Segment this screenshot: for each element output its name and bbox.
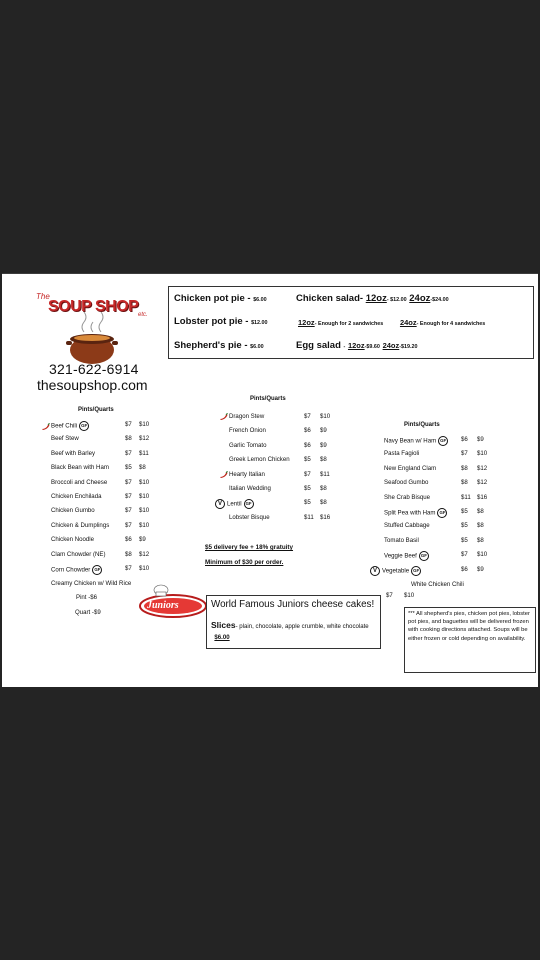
soup-name (51, 551, 106, 559)
delivery-fee-text: $5 delivery fee + 18% gratuity (205, 544, 294, 551)
soup-name (41, 421, 89, 431)
quart-price: $10 (477, 450, 488, 458)
soup-name-text: Broccoli and Cheese (51, 478, 108, 486)
chili-pepper-icon (41, 423, 50, 430)
lobster-size-24oz-desc: - Enough for 4 sandwiches (416, 321, 486, 327)
gluten-free-icon: GF (437, 508, 447, 518)
chicken-salad-price-24oz: -$24.00 (430, 297, 449, 303)
soup-name (51, 479, 107, 487)
slices-label: Slices (211, 620, 236, 630)
pint-price: $11 (461, 493, 471, 501)
slices-price: $6.00 (214, 634, 230, 641)
logo-etc-text: etc. (138, 312, 148, 318)
soup-name (370, 566, 421, 576)
chicken-salad-size-24oz: 24oz (409, 293, 431, 304)
soup-name (51, 493, 101, 501)
pint-price: $8 (461, 464, 468, 472)
phone-number[interactable]: 321-622-6914 (49, 361, 139, 377)
white-chicken-chili-name: White Chicken Chili (411, 581, 464, 588)
pint-price: $5 (304, 499, 311, 507)
lobster-size-12oz: 12oz (298, 318, 315, 327)
col2-heading: Pints/Quarts (250, 396, 286, 402)
gluten-free-icon: GF (419, 551, 429, 561)
soup-name-text: Italian Wedding (229, 485, 271, 492)
creamy-chicken-quart: Quart -$9 (75, 609, 101, 616)
quart-price: $10 (320, 413, 331, 420)
soup-name-text: Vegetable (382, 567, 410, 575)
slices-flavors: - plain, chocolate, apple crumble, white chocolate (235, 623, 369, 630)
quart-price: $11 (139, 449, 149, 457)
lobster-pot-pie-price: $12.00 (251, 320, 268, 326)
soup-name (384, 436, 448, 446)
gluten-free-icon: GF (79, 421, 89, 431)
soup-name (51, 522, 109, 530)
logo-name-text: SOUP SHOP (48, 298, 139, 315)
soup-name-text: Stuffed Cabbage (384, 522, 430, 530)
col3-heading: Pints/Quarts (404, 422, 440, 428)
pint-price: $7 (461, 551, 468, 559)
pint-price: $5 (461, 508, 468, 515)
pint-price: $7 (304, 413, 311, 420)
soup-name (384, 537, 419, 545)
soup-name (384, 551, 429, 561)
quart-price: $8 (320, 456, 327, 464)
egg-salad-dash: - (343, 344, 346, 350)
quart-price: $10 (139, 421, 150, 428)
soup-name (384, 465, 436, 473)
pint-price: $6 (461, 565, 468, 573)
pint-price: $7 (304, 470, 311, 478)
gluten-free-icon: GF (244, 499, 254, 509)
gluten-free-icon: GF (438, 436, 448, 446)
quart-price: $9 (320, 441, 327, 449)
pint-price: $6 (125, 536, 132, 544)
soup-name-text: Chicken Gumbo (51, 507, 95, 515)
quart-price: $12 (139, 550, 150, 558)
soup-name (384, 494, 430, 502)
juniors-slices (211, 620, 376, 643)
creamy-chicken-name: Creamy Chicken w/ Wild Rice (51, 580, 132, 587)
chicken-salad (296, 293, 449, 304)
gluten-free-icon: GF (411, 566, 421, 576)
menu-sheet (2, 273, 538, 687)
shepherds-pie (174, 340, 264, 351)
juniors-headline: World Famous Juniors cheese cakes! (211, 599, 375, 610)
gluten-free-icon: GF (92, 565, 102, 575)
chili-pepper-icon (219, 471, 228, 478)
quart-price: $10 (139, 507, 150, 515)
pint-price: $5 (304, 456, 311, 464)
chicken-pot-pie-name: Chicken pot pie - (174, 293, 251, 304)
soup-name-text: Beef Stew (51, 435, 79, 443)
pint-price: $7 (125, 521, 132, 529)
pint-price: $7 (125, 507, 132, 515)
soup-name-text: Dragon Stew (229, 413, 265, 421)
lobster-salad-sizes (298, 318, 485, 327)
soup-name (219, 413, 264, 421)
soup-name (51, 464, 109, 472)
soup-name-text: Lentil (227, 501, 242, 508)
quart-price: $8 (139, 464, 146, 472)
soup-name (215, 499, 254, 509)
soup-name (51, 435, 79, 443)
soup-name-text: French Onion (229, 427, 266, 435)
soup-name-text: Split Pea with Ham (384, 509, 436, 517)
soup-name-text: Black Bean with Ham (51, 464, 109, 472)
soup-name-text: Corn Chowder (51, 566, 91, 574)
egg-salad-name: Egg salad (296, 340, 341, 351)
egg-salad (296, 340, 418, 351)
soup-name-text: Greek Lemon Chicken (229, 456, 290, 464)
quart-price: $11 (320, 470, 330, 478)
chicken-salad-size-12oz: 12oz (365, 293, 387, 304)
juniors-logo-text: Juniors (147, 600, 179, 611)
soup-name-text: Lobster Bisque (229, 513, 270, 521)
pint-price: $11 (304, 513, 314, 521)
quart-price: $16 (477, 493, 488, 501)
soup-name (384, 450, 419, 458)
col1-heading: Pints/Quarts (78, 407, 114, 413)
soup-name (219, 471, 265, 479)
pint-price: $7 (125, 449, 132, 457)
soup-name-text: New England Clam (384, 464, 437, 472)
soup-name (384, 479, 428, 487)
vegetarian-icon: V (370, 566, 380, 576)
delivery-note-box: *** All shepherd's pies, chicken pot pies, lobster pot pies, and baguettes will be delivered frozen with cooking directions attached. Soups will be either frozen or cold depending on availability. (404, 607, 536, 673)
soup-name (229, 514, 270, 522)
juniors-logo (138, 584, 208, 618)
pint-price: $7 (461, 450, 468, 458)
quart-price: $8 (477, 522, 484, 530)
egg-salad-price-24oz: -$19.20 (399, 344, 418, 350)
pint-price: $6 (461, 436, 468, 443)
juniors-cheesecake-box (206, 595, 381, 649)
egg-salad-size-12oz: 12oz (347, 341, 365, 350)
soup-name-text: She Crab Bisque (384, 493, 431, 501)
soup-name (229, 427, 266, 435)
quart-price: $10 (139, 493, 150, 500)
creamy-chicken-pint: Pint -$6 (76, 594, 98, 601)
quart-price: $9 (477, 565, 484, 573)
shepherds-pie-price: $6.00 (250, 344, 264, 350)
shepherds-pie-name: Shepherd's pie - (174, 340, 248, 351)
soup-name (229, 456, 290, 464)
soup-name (51, 450, 95, 458)
quart-price: $8 (320, 485, 327, 492)
pint-price: $7 (125, 565, 132, 572)
pies-salads-box (168, 286, 534, 359)
pint-price: $7 (125, 421, 132, 428)
soup-name (229, 485, 271, 493)
quart-price: $9 (477, 436, 484, 443)
soup-name (384, 508, 447, 518)
white-chicken-chili-pint: $7 (386, 592, 393, 599)
lobster-pot-pie (174, 316, 268, 327)
soup-name-text: Seafood Gumbo (384, 479, 429, 487)
pint-price: $5 (304, 485, 311, 492)
soup-name (51, 507, 95, 515)
pint-price: $8 (461, 479, 468, 487)
quart-price: $8 (477, 508, 484, 515)
soup-name-text: Beef with Barley (51, 449, 96, 457)
pint-price: $8 (125, 435, 132, 443)
soup-name (51, 565, 102, 575)
soup-name-text: Beef Chili (51, 422, 78, 430)
soup-name-text: Pasta Fagioli (384, 450, 420, 458)
logo-the-text: The (36, 292, 50, 301)
pint-price: $5 (461, 522, 468, 530)
lobster-pot-pie-name: Lobster pot pie - (174, 316, 249, 327)
chili-pepper-icon (219, 413, 228, 420)
vegetarian-icon: V (215, 499, 225, 509)
pint-price: $7 (125, 493, 132, 500)
soup-name (51, 536, 94, 544)
soup-name (384, 522, 430, 530)
soup-name-text: Tomato Basil (384, 536, 419, 544)
soup-name-text: Clam Chowder (NE) (51, 550, 106, 558)
minimum-order-text: Minimum of $30 per order. (205, 559, 284, 566)
lobster-size-24oz: 24oz (399, 318, 417, 327)
pint-price: $5 (461, 536, 468, 544)
pint-price: $5 (125, 464, 132, 472)
quart-price: $10 (477, 551, 488, 559)
soup-name-text: Garlic Tomato (229, 441, 267, 449)
pint-price: $8 (125, 550, 132, 558)
soup-name-text: Hearty Italian (229, 470, 265, 478)
soup-name-text: Veggie Beef (384, 552, 417, 560)
quart-price: $12 (139, 435, 150, 443)
quart-price: $8 (320, 499, 327, 507)
quart-price: $12 (477, 479, 488, 487)
chicken-pot-pie (174, 293, 267, 304)
soup-name-text: Chicken Enchilada (51, 493, 102, 500)
quart-price: $8 (477, 536, 484, 544)
pint-price: $7 (125, 478, 132, 486)
chicken-salad-price-12oz: - $12.00 (386, 297, 407, 303)
quart-price: $16 (320, 513, 331, 521)
soup-name (229, 442, 266, 450)
white-chicken-chili-quart: $10 (404, 592, 415, 599)
quart-price: $9 (320, 427, 327, 435)
pint-price: $6 (304, 427, 311, 435)
chicken-pot-pie-price: $6.00 (253, 297, 267, 303)
quart-price: $10 (139, 478, 150, 486)
quart-price: $10 (139, 521, 150, 529)
egg-salad-size-24oz: 24oz (382, 341, 400, 350)
egg-salad-price-12oz: -$9.60 (364, 344, 380, 350)
chicken-salad-name: Chicken salad- (296, 293, 364, 304)
quart-price: $9 (139, 536, 146, 544)
soup-name-text: Chicken & Dumplings (51, 521, 110, 529)
soup-shop-logo (36, 288, 152, 370)
lobster-size-12oz-desc: - Enough for 2 sandwiches (314, 321, 384, 327)
pint-price: $6 (304, 441, 311, 449)
website-link[interactable]: thesoupshop.com (37, 377, 148, 393)
soup-name-text: Navy Bean w/ Ham (384, 437, 437, 445)
quart-price: $12 (477, 464, 488, 472)
soup-name-text: Chicken Noodle (51, 536, 95, 544)
quart-price: $10 (139, 565, 150, 572)
